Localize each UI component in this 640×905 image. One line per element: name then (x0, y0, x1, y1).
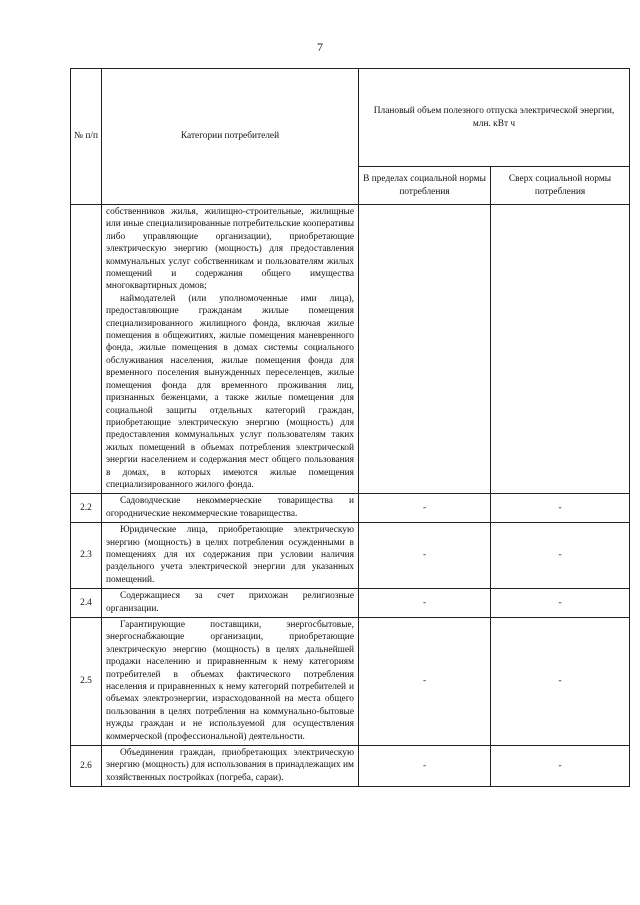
header-above-norm: Сверх социальной нормы потребления (491, 167, 630, 205)
within-norm-value: - (359, 589, 491, 618)
header-number: № п/п (71, 69, 102, 205)
table-row (71, 523, 630, 589)
above-norm-value: - (491, 746, 630, 787)
table-row (71, 746, 630, 787)
row-number: 2.4 (71, 589, 102, 618)
row-category (102, 205, 359, 494)
table-row (71, 494, 630, 523)
category-paragraph: собственников жилья, жилищно-строительные, жилищные или иные специализированные потребительские кооперативы либо управляющие организации), приобретающие электрическую энергию (мощность) для предоставления коммунальных услуг собственникам и пользователям жилых помещений и содержания общего имущества многоквартирных домов; (106, 207, 354, 292)
row-number: 2.2 (71, 494, 102, 523)
row-category (102, 589, 359, 618)
category-paragraph: Юридические лица, приобретающие электрическую энергию (мощность) в целях потребления осужденными в помещениях для их содержания при условии наличия раздельного учета электрической энергии для указанных помещений. (106, 525, 354, 585)
within-norm-value (359, 205, 491, 494)
above-norm-value (491, 205, 630, 494)
category-paragraph: Гарантирующие поставщики, энергосбытовые, энергоснабжающие организации, приобретающие электрическую энергию (мощность) в целях дальнейшей продажи населению и приравненным к нему категориям потребителей в объемах фактического потребления населения и приравненных к нему категорий потребителей и объемах электроэнергии, израсходованной на места общего пользования в целях потребления на коммунально-бытовые нужды граждан и не используемой для осуществления коммерческой (профессиональной) деятельности. (106, 620, 354, 742)
above-norm-value: - (491, 523, 630, 589)
above-norm-value: - (491, 494, 630, 523)
within-norm-value: - (359, 618, 491, 746)
within-norm-value: - (359, 746, 491, 787)
row-category (102, 523, 359, 589)
table-row (71, 589, 630, 618)
row-number: 2.3 (71, 523, 102, 589)
category-paragraph: Содержащиеся за счет прихожан религиозные организации. (106, 591, 354, 614)
row-number: 2.5 (71, 618, 102, 746)
above-norm-value: - (491, 589, 630, 618)
within-norm-value: - (359, 494, 491, 523)
table-header-row (71, 69, 630, 167)
page-number: 7 (317, 40, 323, 54)
category-paragraph: наймодателей (или уполномоченные ими лица), предоставляющие гражданам жилые помещения специализированного жилищного фонда, включая жилые помещения в общежитиях, жилые помещения маневренного фонда, жилые помещения в домах системы социального обслуживания населения, жилые помещения фонда для временного поселения вынужденных переселенцев, жилые помещения фонда для временного проживания лиц, признанных беженцами, а также жилые помещения для социальной защиты отдельных категорий граждан, приобретающие электрическую энергию (мощность) для предоставления коммунальных услуг пользователям таких жилых помещений в объемах потребления электрической энергии населением и содержания мест общего пользования в домах, в которых имеются жилые помещения специализированного жилого фонда. (106, 293, 354, 490)
table-row (71, 205, 630, 494)
within-norm-value: - (359, 523, 491, 589)
header-within-norm: В пределах социальной нормы потребления (359, 167, 491, 205)
above-norm-value: - (491, 618, 630, 746)
consumption-table (70, 68, 630, 787)
row-number: 2.6 (71, 746, 102, 787)
row-number (71, 205, 102, 494)
row-category (102, 618, 359, 746)
table-row (71, 618, 630, 746)
row-category (102, 494, 359, 523)
row-category (102, 746, 359, 787)
category-paragraph: Садоводческие некоммерческие товарищества и огороднические некоммерческие товарищества. (106, 496, 354, 519)
category-paragraph: Объединения граждан, приобретающих электрическую энергию (мощность) для использования в принадлежащих им хозяйственных постройках (погреба, сараи). (106, 748, 354, 783)
header-category: Категории потребителей (102, 69, 359, 205)
header-plan-volume: Плановый объем полезного отпуска электрической энергии, млн. кВт ч (359, 69, 630, 167)
